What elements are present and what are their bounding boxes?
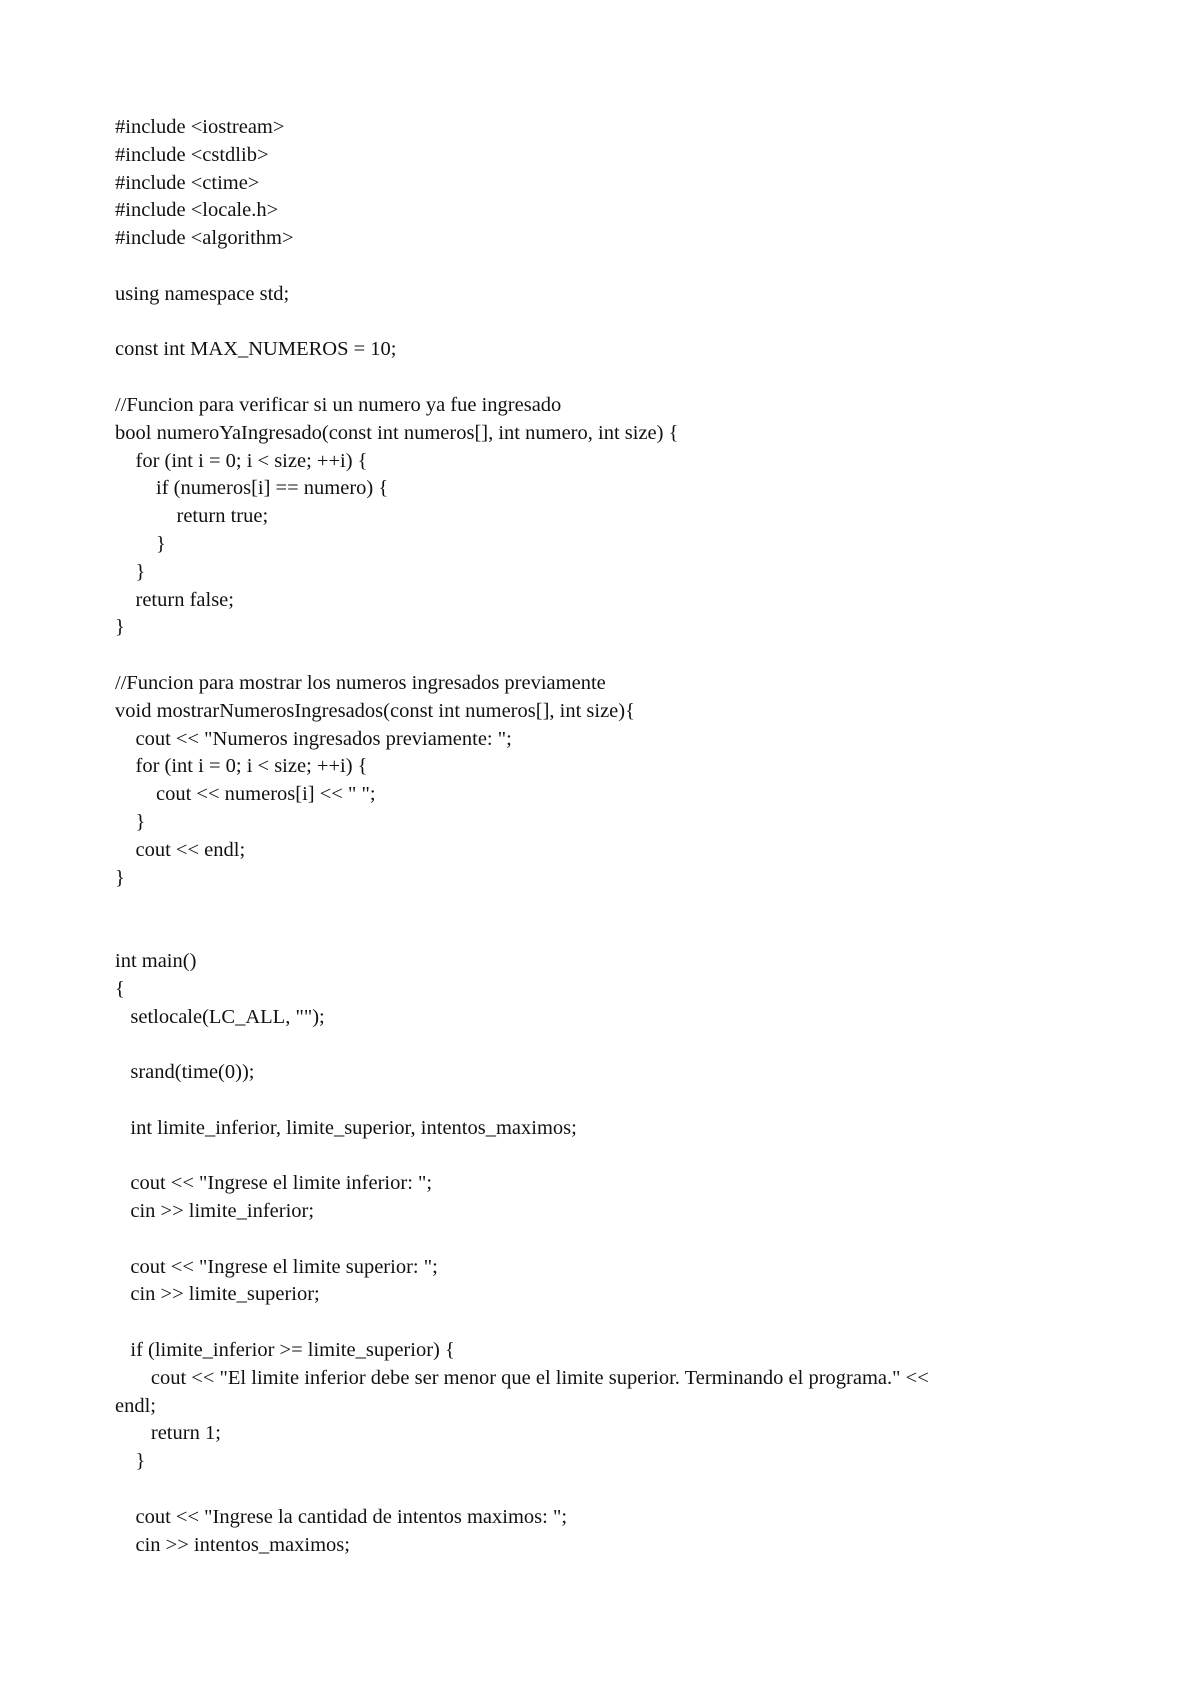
code-line-33: setlocale(LC_ALL, ""); <box>115 1005 325 1028</box>
code-line-40: cin >> limite_inferior; <box>115 1200 315 1223</box>
code-line-51: cout << "Ingrese la cantidad de intentos maximos: "; <box>115 1505 568 1528</box>
code-line-29 <box>115 892 1125 920</box>
code-line-26: } <box>115 810 146 833</box>
code-line-47: endl; <box>115 1394 156 1417</box>
code-line-7: using namespace std; <box>115 282 290 305</box>
code-line-5: #include <algorithm> <box>115 227 294 250</box>
code-line-34 <box>115 1031 1125 1059</box>
code-line-11: //Funcion para verificar si un numero ya fue ingresado <box>115 393 562 416</box>
code-line-41 <box>115 1226 1125 1254</box>
code-line-46: cout << "El limite inferior debe ser menor que el limite superior. Terminando el programa." << <box>115 1366 929 1389</box>
code-line-50 <box>115 1476 1125 1504</box>
code-line-36 <box>115 1087 1125 1115</box>
code-line-12: bool numeroYaIngresado(const int numeros[], int numero, int size) { <box>115 421 679 444</box>
code-line-49: } <box>115 1450 146 1473</box>
code-line-20 <box>115 642 1125 670</box>
code-line-19: } <box>115 616 125 639</box>
code-line-17: } <box>115 560 146 583</box>
code-line-38 <box>115 1142 1125 1170</box>
code-line-25: cout << numeros[i] << " "; <box>115 783 376 806</box>
code-line-28: } <box>115 866 125 889</box>
code-line-2: #include <cstdlib> <box>115 143 269 166</box>
code-line-15: return true; <box>115 505 269 528</box>
code-line-13: for (int i = 0; i < size; ++i) { <box>115 449 368 472</box>
code-line-35: srand(time(0)); <box>115 1061 255 1084</box>
code-line-18: return false; <box>115 588 234 611</box>
code-line-16: } <box>115 532 166 555</box>
code-line-32: { <box>115 977 125 1000</box>
code-line-31: int main() <box>115 949 197 972</box>
code-line-21: //Funcion para mostrar los numeros ingresados previamente <box>115 671 606 694</box>
code-line-3: #include <ctime> <box>115 171 260 194</box>
code-line-42: cout << "Ingrese el limite superior: "; <box>115 1255 438 1278</box>
code-listing <box>115 114 1125 1559</box>
code-line-30 <box>115 920 1125 948</box>
code-line-1: #include <iostream> <box>115 116 285 138</box>
code-line-22: void mostrarNumerosIngresados(const int numeros[], int size){ <box>115 699 635 722</box>
code-line-39: cout << "Ingrese el limite inferior: "; <box>115 1172 433 1195</box>
code-line-43: cin >> limite_superior; <box>115 1283 320 1306</box>
code-line-14: if (numeros[i] == numero) { <box>115 477 389 500</box>
code-line-52: cin >> intentos_maximos; <box>115 1533 350 1556</box>
code-line-4: #include <locale.h> <box>115 199 279 222</box>
code-line-48: return 1; <box>115 1422 221 1445</box>
code-line-6 <box>115 253 1125 281</box>
code-line-45: if (limite_inferior >= limite_superior) { <box>115 1339 455 1362</box>
code-line-24: for (int i = 0; i < size; ++i) { <box>115 755 368 778</box>
code-line-9: const int MAX_NUMEROS = 10; <box>115 338 397 361</box>
code-line-37: int limite_inferior, limite_superior, intentos_maximos; <box>115 1116 577 1139</box>
code-line-27: cout << endl; <box>115 838 246 861</box>
code-line-23: cout << "Numeros ingresados previamente: "; <box>115 727 512 750</box>
code-line-8 <box>115 309 1125 337</box>
code-line-10 <box>115 364 1125 392</box>
code-line-44 <box>115 1309 1125 1337</box>
